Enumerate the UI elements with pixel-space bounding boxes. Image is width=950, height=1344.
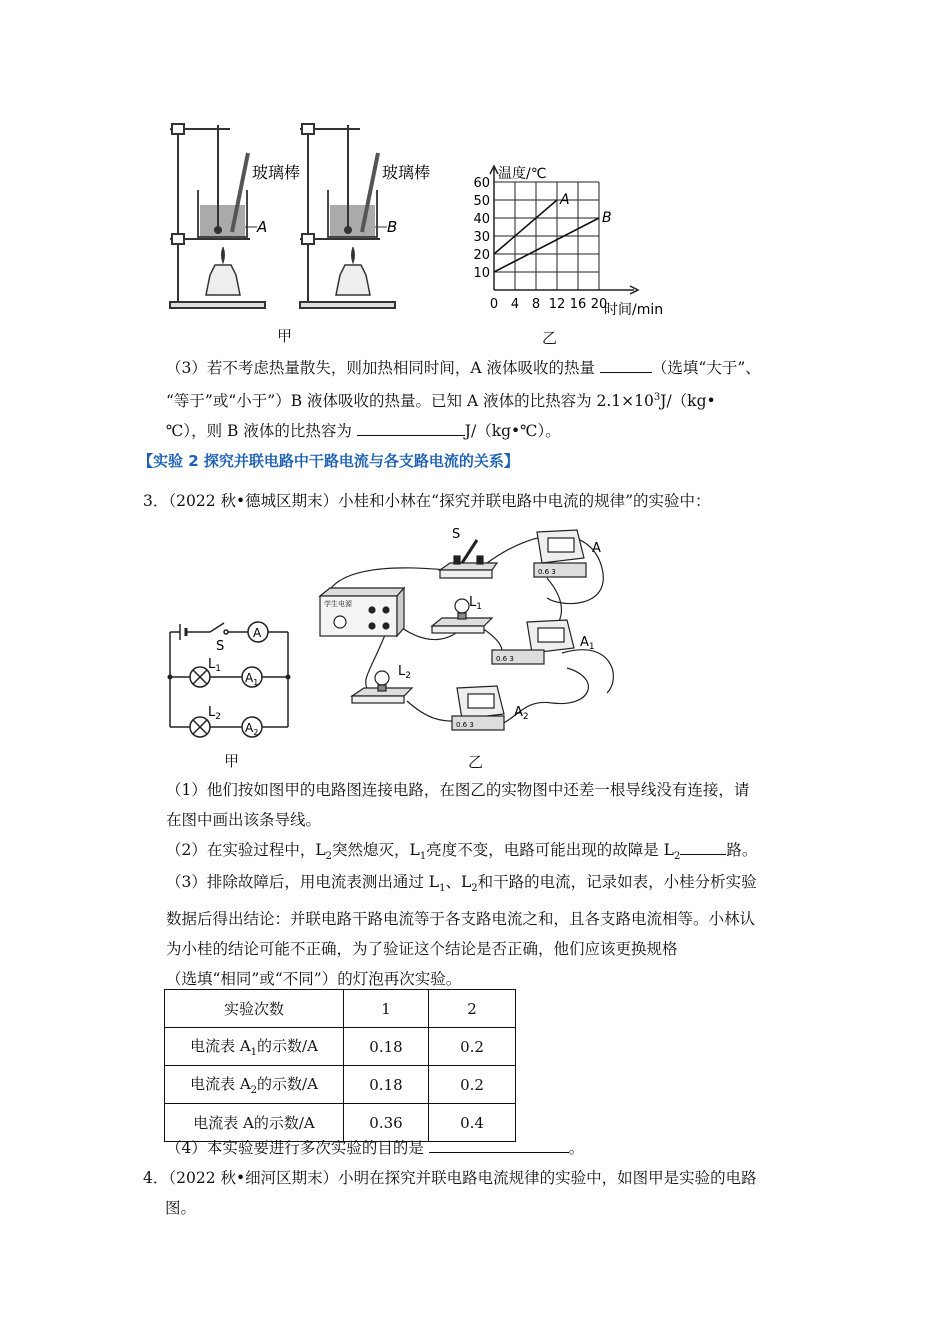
apparatus-a [170,124,268,308]
caption-yi-circuit: 乙 [468,753,484,771]
question-4-heading: 4．（2022 秋•细河区期末）小明在探究并联电路电流规律的实验中，如图甲是实验的电路 图。 [143,1169,757,1217]
ammeter-a-scale: 0.6 3 [538,568,556,576]
answer-blank-heat[interactable] [600,358,652,373]
table-cell: 0.4 [429,1104,516,1142]
l1-label: $L_1$ [208,657,221,674]
table-cell: 0.36 [344,1104,429,1142]
part3-heat-question: （3）若不考虑热量散失，则加热相同时间，A 液体吸收的热量 （选填“大于”、 “等于”或“小于”）B 液体吸收的热量。已知 A 液体的比热容为 $2.1\times 10^3J/(kg•$ ℃），则 B 液体的比热容为 J/（kg•℃）。 [166,359,761,441]
part2-text: （2）在实验过程中，$L_2$突然熄灭，$L_1$亮度不变，电路可能出现的故障是 $L_2$ 路。 [166,841,758,863]
l1-label-physical: $L_1$ [469,595,482,612]
chart-xlabel: 时间/min [604,302,664,318]
question-text: （2022 秋•德城区期末）小桂和小林在“探究并联电路中电流的规律”的实验中： [168,492,711,510]
ammeter-a1-symbol: $A_1$ [245,671,259,687]
table-row [165,1066,516,1104]
liquid-a-label: A [257,218,268,236]
l2-label: $L_2$ [208,705,221,722]
series-label-b: B [602,210,612,226]
switch-label-physical: S [452,527,461,542]
ammeter-a-symbol: A [253,626,262,640]
table-header-cell: 实验次数 [165,990,344,1028]
section-heading: 【实验 2 探究并联电路中干路电流与各支路电流的关系】 [138,452,519,470]
a1-label-physical: $A_1$ [580,635,595,652]
apparatus-b [300,124,398,308]
circuit-diagram-jia [160,610,300,740]
x-tick-label: 4 [510,297,520,312]
switch-label: S [216,639,225,654]
l2-label-physical: $L_2$ [398,664,411,681]
question-text: （2022 秋•细河区期末）小明在探究并联电路电流规律的实验中，如图甲是实验的电路 [168,1169,757,1187]
caption-jia-circuit: 甲 [224,752,240,770]
table-row-label: 电流表 $A_1$的示数/A [165,1028,344,1066]
switch-board [440,540,497,578]
answer-blank-purpose[interactable] [429,1138,569,1153]
series-label-a: A [560,192,570,208]
table-header-row [165,990,516,1028]
table-header-cell: 2 [429,990,516,1028]
rod-label-1: 玻璃棒 [252,163,301,182]
x-tick-label: 16 [569,297,587,312]
caption-yi-top: 乙 [542,329,558,347]
y-tick-label: 10 [473,266,490,281]
y-tick-label: 60 [473,176,490,191]
table-cell: 0.2 [429,1028,516,1066]
x-tick-label: 20 [590,297,608,312]
table-row-label: 电流表 A的示数/A [165,1104,344,1142]
question-number: 4． [143,1169,169,1187]
power-supply-label: 学生电源 [324,600,352,608]
chart-series [494,192,612,272]
question-number: 3． [143,492,169,510]
table-row-label: 电流表 $A_2$的示数/A [165,1066,344,1104]
heating-apparatus-figure [160,115,460,315]
liquid-b-label: B [387,218,398,236]
ammeter-a-label: A [592,541,601,556]
part1-text: （1）他们按如图甲的电路图连接电路，在图乙的实物图中还差一根导线没有连接，请 在图中画出该条导线。 [166,781,750,829]
chart-grid [494,182,599,290]
power-supply [320,588,404,636]
ammeter-a2-symbol: $A_2$ [245,721,259,737]
chart-ylabel: 温度/℃ [498,166,547,182]
x-tick-label: 8 [531,297,541,312]
y-tick-label: 50 [473,194,490,209]
x-tick-label: 12 [548,297,566,312]
ammeter-a2-scale: 0.6 3 [456,721,474,729]
answer-blank-specific-heat[interactable] [357,421,465,436]
table-cell: 0.2 [429,1066,516,1104]
part4-text: （4）本实验要进行多次实验的目的是 。 [166,1139,585,1157]
question-3-heading [143,486,808,516]
series-line-a [494,200,557,254]
rod-label-2: 玻璃棒 [382,163,431,182]
part3-text: （3）排除故障后，用电流表测出通过 $L_1$、$L_2$和干路的电流，记录如表，小桂分析实验 数据后得出结论：并联电路干路电流等于各支路电流之和，且各支路电流相等。小林认 为小桂的结论可能不正确，为了验证这个结论是否正确，他们应该更换规格 （选填“相同”或“不同”）的灯泡再次实验。 [166,873,757,989]
circuit-physical-yi [312,518,630,748]
temperature-chart [462,158,687,323]
a2-label-physical: $A_2$ [514,705,529,722]
ammeter-a1-scale: 0.6 3 [496,655,514,663]
table-row [165,1028,516,1066]
bulb-l1 [432,599,492,633]
y-tick-label: 40 [473,212,490,227]
caption-jia-top: 甲 [277,327,293,345]
table-cell: 0.18 [344,1066,429,1104]
y-tick-label: 20 [473,248,490,263]
y-tick-label: 30 [473,230,490,245]
x-tick-label: 0 [489,297,499,312]
data-table [164,989,516,1142]
chart-axes [490,166,638,294]
series-line-b [494,218,599,272]
answer-blank-fault[interactable] [680,840,726,855]
table-cell: 0.18 [344,1028,429,1066]
table-header-cell: 1 [344,990,429,1028]
